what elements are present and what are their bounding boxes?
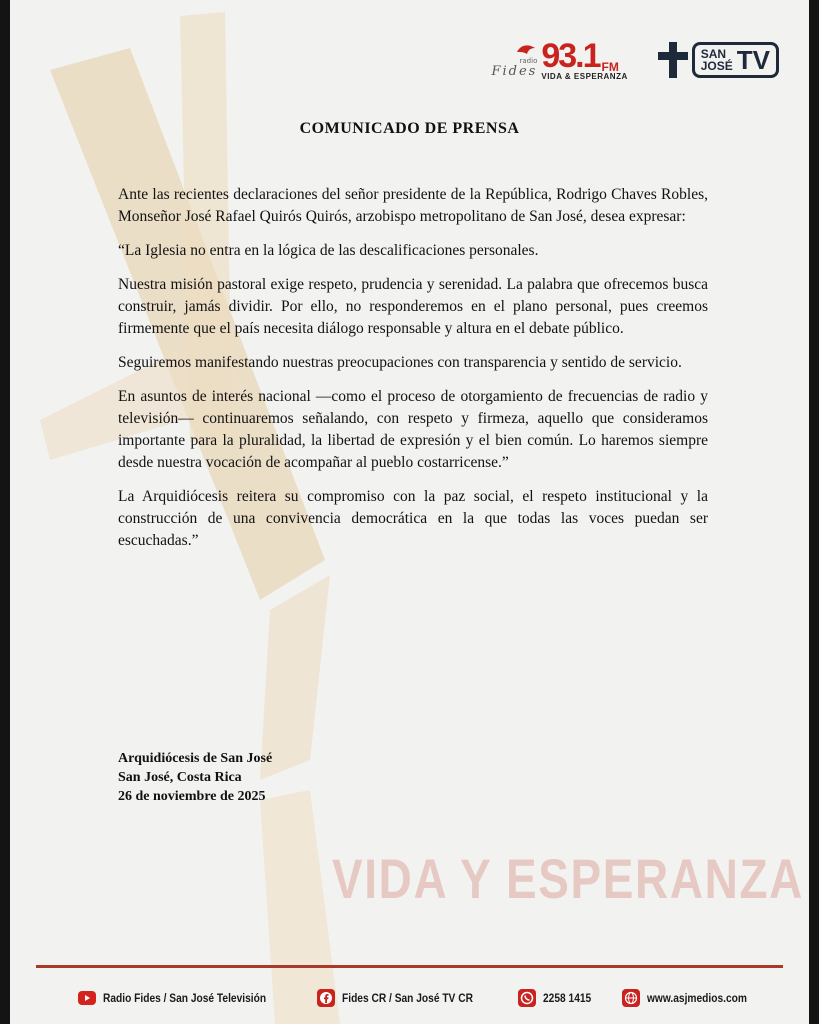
footer-website-label: www.asjmedios.com [646, 991, 747, 1005]
sjtv-box [692, 42, 779, 78]
globe-icon [622, 989, 640, 1007]
footer-facebook-label: Fides CR / San José TV CR [341, 991, 473, 1005]
header-logos [491, 30, 779, 90]
sjtv-line2: JOSÉ [700, 59, 733, 73]
document-page [10, 0, 809, 1024]
fides-frequency [541, 39, 627, 81]
paragraph: En asuntos de interés nacional —como el proceso de otorgamiento de frecuencias de radio y televisión— continuaremos señalando, con respeto y firmeza, aquello que consideramos importante para la pluralidad, la libertad de expresión y el bien común. Lo haremos siempre desde nuestra vocación de acompañar al pueblo costarricense.” [118, 388, 708, 471]
paragraph: Nuestra misión pastoral exige respeto, prudencia y serenidad. La palabra que ofrecemos busca construir, jamás dividir. Por ello, no responderemos en el plano personal, pues creemos firmemente que el país necesita diálogo responsable y altura en el debate público. [118, 276, 708, 337]
sjtv-tv: TV [736, 45, 770, 75]
footer-website[interactable] [622, 989, 765, 1007]
footer-facebook[interactable] [317, 989, 496, 1007]
slogan-watermark: VIDA Y ESPERANZA [332, 847, 804, 910]
dove-icon [515, 42, 537, 58]
san-jose-tv-logo [656, 40, 779, 80]
signature-date: 26 de noviembre de 2025 [118, 789, 266, 804]
cross-icon [656, 40, 690, 80]
youtube-icon [78, 989, 96, 1007]
sjtv-line1: SAN [700, 47, 727, 61]
footer-youtube-label: Radio Fides / San José Televisión [103, 991, 267, 1005]
fides-name: Fides [491, 64, 538, 79]
page-title: COMUNICADO DE PRENSA [299, 120, 520, 137]
signature-block [118, 749, 272, 806]
signature-place: San José, Costa Rica [118, 770, 242, 785]
radio-fides-logo [491, 39, 627, 81]
fides-wordmark [491, 42, 537, 78]
fides-radio-label: radio [519, 57, 538, 65]
footer-phone: 2258 1415 [542, 991, 592, 1005]
fides-tagline: VIDA & ESPERANZA [541, 72, 628, 81]
fides-band: FM [601, 60, 619, 74]
footer-contacts [78, 985, 749, 1011]
paragraph: Seguiremos manifestando nuestras preocupaciones con transparencia y sentido de servicio. [118, 354, 682, 371]
press-release-body [118, 184, 708, 564]
paragraph: Ante las recientes declaraciones del señor presidente de la República, Rodrigo Chaves Robles, Monseñor José Rafael Quirós Quirós, arzobispo metropolitano de San José, desea expresar: [118, 186, 708, 225]
footer-whatsapp[interactable] [518, 989, 600, 1007]
footer-divider [36, 965, 783, 968]
footer-youtube[interactable] [78, 989, 295, 1007]
fides-frequency-number: 93.1 [541, 37, 600, 75]
whatsapp-icon [518, 989, 536, 1007]
paragraph: La Arquidiócesis reitera su compromiso con la paz social, el respeto institucional y la construcción de una convivencia democrática en la que todas las voces puedan ser escuchadas.” [118, 488, 708, 549]
facebook-icon [317, 989, 335, 1007]
sjtv-name [701, 48, 733, 72]
paragraph: “La Iglesia no entra en la lógica de las descalificaciones personales. [118, 242, 539, 259]
signature-org: Arquidiócesis de San José [118, 751, 273, 766]
